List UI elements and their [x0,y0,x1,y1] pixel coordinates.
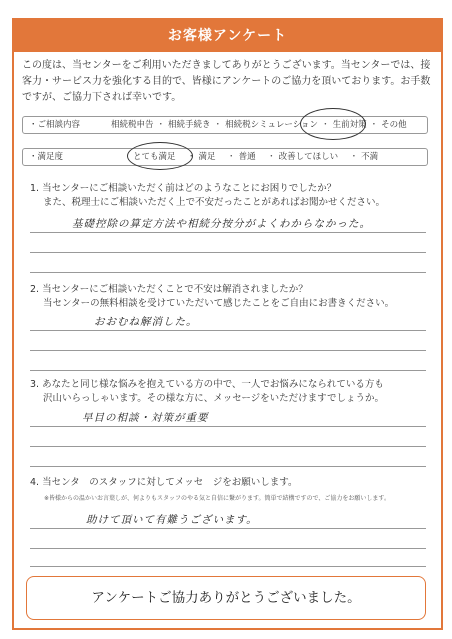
survey-form [12,18,443,630]
satisfaction-option-selected[interactable]: とても満足 [133,152,176,162]
question-text: 当センターにご相談いただくことで不安は解消されましたか？ [42,284,308,295]
thank-you-box [26,576,426,620]
question-4 [30,476,430,490]
question-text-2: 沢山いらっしゃいます。その様な方に、メッセージをいただけますでしょうか。 [43,393,384,404]
answer-4: 助けて頂いて有難うございます。 [86,514,258,526]
question-text: 当センタ のスタッフに対してメッセ ジをお願いします。 [42,477,298,488]
question-text: 当センターにご相談いただく前はどのようなことにお困りでしたか？ [42,183,337,194]
consultation-label: ・ご相談内容 [29,120,81,130]
satisfaction-option[interactable]: 不満 [361,152,379,162]
selection-circle [300,108,366,140]
consultation-option[interactable]: 相続税シミュレーション [225,120,319,130]
question-4-note: ※皆様からの温かいお言葉しが、何よりもスタッフのやる気と自信に繋がります。簡単で結構ですので、ご協力をお願いします。 [44,495,390,502]
answer-line [30,330,426,331]
question-text-2: また、税理士にご相談いただく上で不安だったことがあればお聞かせください。 [43,197,386,208]
survey-title: お客様アンケート [14,20,441,52]
answer-line [30,446,426,447]
question-text: あなたと同じ様な悩みを抱えている方の中で、一人でお悩みになられている方も [42,379,384,390]
answer-1: 基礎控除の算定方法や相続分按分がよくわからなかった。 [72,218,371,230]
intro-text: この度は、当センターをご利用いただきましてありがとうございます。当センターでは、接客力・サービス力を強化する目的で、皆様にアンケートのご協力を頂いております。お手数ですが、ご協力下されば幸いです。 [22,60,431,103]
satisfaction-option[interactable]: 普通 [238,152,256,162]
question-number: 1. [30,183,40,194]
answer-line [30,232,426,233]
satisfaction-option[interactable]: 改善してほしい [278,152,339,162]
answer-line [30,466,426,467]
consultation-option[interactable]: その他 [381,120,407,130]
answer-line [30,528,426,529]
question-2 [30,283,430,311]
selection-circle [127,142,193,170]
question-number: 2. [30,284,40,295]
question-number: 4. [30,477,40,488]
answer-line [30,252,426,253]
answer-2: おおむね解消した。 [94,316,198,328]
question-1 [30,182,430,210]
answer-line [30,426,426,427]
answer-line [30,350,426,351]
answer-3: 早目の相談・対策が重要 [82,412,209,424]
question-3 [30,378,430,406]
consultation-box: ・ご相談内容 相続税申告 ・ 相続手続き ・ 相続税シミュレーション ・ 生前対策 ・ その他 [22,116,428,134]
answer-line [30,370,426,371]
satisfaction-box: ・満足度 とても満足 ・ 満足 ・ 普通 ・ 改善してほしい ・ 不満 [22,148,428,166]
answer-line [30,548,426,549]
consultation-option[interactable]: 相続税申告 [111,120,154,130]
answer-line [30,272,426,273]
satisfaction-option[interactable]: 満足 [198,152,216,162]
question-text-2: 当センターの無料相談を受けていただいて感じたことをご自由にお書きください。 [43,298,395,309]
question-number: 3. [30,379,40,390]
answer-line [30,566,426,567]
thank-you-text: アンケートご協力ありがとうございました。 [91,590,361,606]
consultation-option[interactable]: 相続手続き [168,120,211,130]
consultation-option-selected[interactable]: 生前対策 [332,120,367,130]
satisfaction-label: ・満足度 [29,152,64,162]
